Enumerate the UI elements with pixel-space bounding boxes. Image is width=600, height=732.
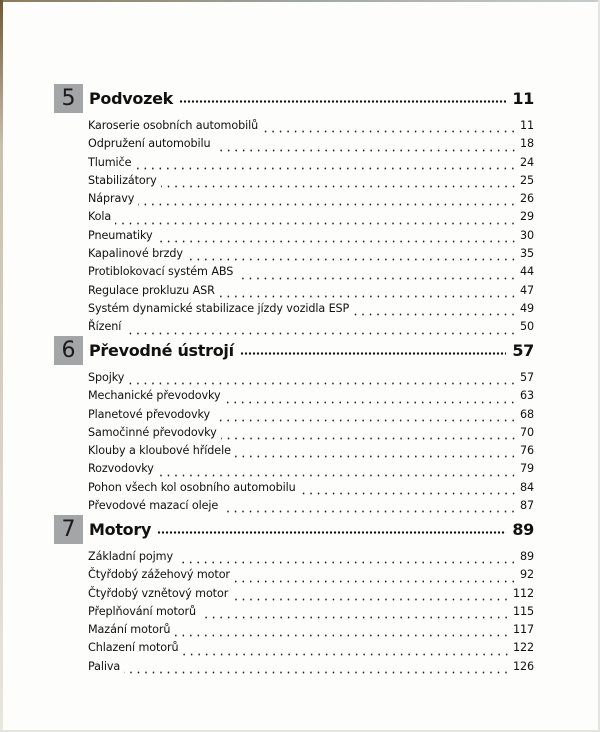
chapter-number-badge: 5 [54, 84, 83, 113]
toc-entry[interactable] [88, 660, 534, 678]
entry-title: Tlumiče [88, 155, 132, 169]
dot-leader [215, 149, 517, 152]
section-title-row [89, 89, 534, 108]
toc-entry[interactable] [88, 247, 534, 265]
entry-title: Čtyřdobý zážehový motor [88, 568, 230, 582]
entry-page: 84 [519, 480, 534, 494]
entry-title: Mechanické převodovky [88, 389, 221, 403]
dot-leader [262, 130, 517, 133]
toc-entry[interactable] [88, 371, 534, 389]
entry-title: Chlazení motorů [88, 641, 179, 655]
dot-leader [138, 203, 517, 206]
toc-entry[interactable] [88, 389, 534, 407]
toc-entry[interactable] [88, 192, 534, 210]
section-title: Převodné ústrojí [89, 341, 234, 360]
entry-title: Převodové mazací oleje [88, 499, 219, 513]
section-title: Podvozek [89, 89, 173, 108]
entry-title: Kapalinové brzdy [88, 247, 183, 261]
entry-title: Základní pojmy [88, 550, 173, 563]
dot-leader [221, 437, 517, 440]
toc-entry[interactable] [88, 156, 534, 174]
entry-page: 79 [519, 462, 534, 476]
entry-page: 11 [519, 119, 534, 132]
dot-leader [235, 455, 517, 458]
entry-title: Karoserie osobních automobilů [88, 119, 259, 132]
entry-title: Kola [88, 210, 112, 224]
entry-page: 112 [512, 586, 534, 600]
entry-page: 47 [519, 283, 534, 297]
entry-page: 49 [519, 301, 534, 315]
toc-entry[interactable] [88, 265, 534, 283]
entry-title: Samočinné převodovky [88, 425, 217, 439]
section-title: Motory [89, 520, 152, 539]
entry-page: 115 [512, 604, 534, 618]
toc-entry[interactable] [88, 302, 534, 320]
dot-leader [177, 561, 517, 564]
toc-entry[interactable] [88, 444, 534, 462]
toc-entry[interactable] [88, 408, 534, 426]
dot-leader [157, 240, 517, 243]
toc-section-6 [54, 336, 534, 517]
entry-title: Odpružení automobilu [88, 137, 211, 151]
entry-title: Protiblokovací systém ABS [88, 265, 234, 279]
dot-leader [232, 598, 510, 601]
toc-entry[interactable] [88, 426, 534, 444]
entry-title: Nápravy [88, 192, 135, 206]
dot-leader [300, 492, 517, 495]
chapter-number-badge: 7 [54, 515, 83, 544]
entry-title: Planetové převodovky [88, 407, 211, 421]
toc-entry[interactable] [88, 623, 534, 641]
page-edge-top [0, 0, 600, 2]
entry-title: Spojky [88, 371, 125, 384]
entry-title: Regulace prokluzu ASR [88, 283, 215, 297]
entry-title: Systém dynamické stabilizace jízdy vozidla ESP [88, 301, 350, 315]
dot-leader [115, 222, 517, 225]
entry-title: Klouby a kloubové hřídele [88, 444, 231, 458]
entry-title: Paliva [88, 659, 121, 673]
dot-leader [234, 580, 517, 583]
section-title-row [89, 520, 534, 539]
entry-page: 30 [519, 228, 534, 242]
entry-title: Mazání motorů [88, 623, 171, 637]
dot-leader [353, 313, 517, 316]
entry-page: 122 [512, 641, 534, 655]
entry-page: 35 [519, 247, 534, 261]
dot-leader [174, 634, 510, 637]
entry-page: 63 [519, 389, 534, 403]
entry-page: 26 [519, 192, 534, 206]
section-title-row [89, 341, 534, 360]
dot-leader [157, 531, 506, 534]
toc-section-5 [54, 84, 534, 339]
entry-page: 18 [519, 137, 534, 151]
entry-page: 92 [519, 568, 534, 582]
entry-page: 29 [519, 210, 534, 224]
section-heading[interactable] [54, 336, 534, 366]
entry-page: 24 [519, 155, 534, 169]
toc-entry[interactable] [88, 568, 534, 586]
dot-leader [135, 167, 517, 170]
dot-leader [219, 295, 517, 298]
toc-entry[interactable] [88, 210, 534, 228]
entry-page: 89 [519, 550, 534, 563]
dot-leader [125, 332, 517, 335]
toc-entry[interactable] [88, 550, 534, 568]
section-heading[interactable] [54, 84, 534, 114]
section-items [88, 119, 534, 339]
entry-title: Stabilizátory [88, 173, 157, 187]
dot-leader [240, 352, 507, 355]
entry-page: 76 [519, 444, 534, 458]
toc-entry[interactable] [88, 229, 534, 247]
toc-entry[interactable] [88, 605, 534, 623]
entry-page: 117 [512, 623, 534, 637]
section-heading[interactable] [54, 515, 534, 545]
dot-leader [200, 616, 510, 619]
toc-entry[interactable] [88, 137, 534, 155]
entry-title: Čtyřdobý vznětový motor [88, 586, 229, 600]
dot-leader [161, 185, 517, 188]
toc-entry[interactable] [88, 481, 534, 499]
entry-title: Přeplňování motorů [88, 604, 197, 618]
dot-leader [224, 401, 516, 404]
dot-leader [187, 258, 517, 261]
dot-leader [183, 653, 510, 656]
dot-leader [179, 100, 506, 103]
section-page-number: 57 [512, 341, 534, 360]
dot-leader [124, 671, 510, 674]
dot-leader [158, 474, 517, 477]
dot-leader [214, 419, 517, 422]
entry-page: 50 [519, 320, 534, 334]
entry-title: Rozvodovky [88, 462, 154, 476]
section-page-number: 89 [512, 520, 534, 539]
section-page-number: 11 [512, 89, 534, 108]
entry-page: 87 [519, 499, 534, 513]
entry-title: Pneumatiky [88, 228, 153, 242]
toc-entry[interactable] [88, 174, 534, 192]
dot-leader [222, 510, 517, 513]
entry-page: 70 [519, 425, 534, 439]
toc-entry[interactable] [88, 641, 534, 659]
toc-entry[interactable] [88, 587, 534, 605]
dot-leader [237, 277, 517, 280]
dot-leader [128, 382, 517, 385]
entry-page: 44 [519, 265, 534, 279]
entry-title: Pohon všech kol osobního automobilu [88, 480, 296, 494]
toc-entry[interactable] [88, 284, 534, 302]
toc-section-7 [54, 515, 534, 678]
section-items [88, 371, 534, 517]
entry-page: 126 [512, 659, 534, 673]
entry-page: 25 [519, 173, 534, 187]
page-edge-left [0, 0, 3, 732]
entry-page: 57 [519, 371, 534, 384]
entry-page: 68 [519, 407, 534, 421]
section-items [88, 550, 534, 678]
toc-entry[interactable] [88, 462, 534, 480]
entry-title: Řízení [88, 320, 122, 334]
chapter-number-badge: 6 [54, 336, 83, 365]
toc-entry[interactable] [88, 119, 534, 137]
